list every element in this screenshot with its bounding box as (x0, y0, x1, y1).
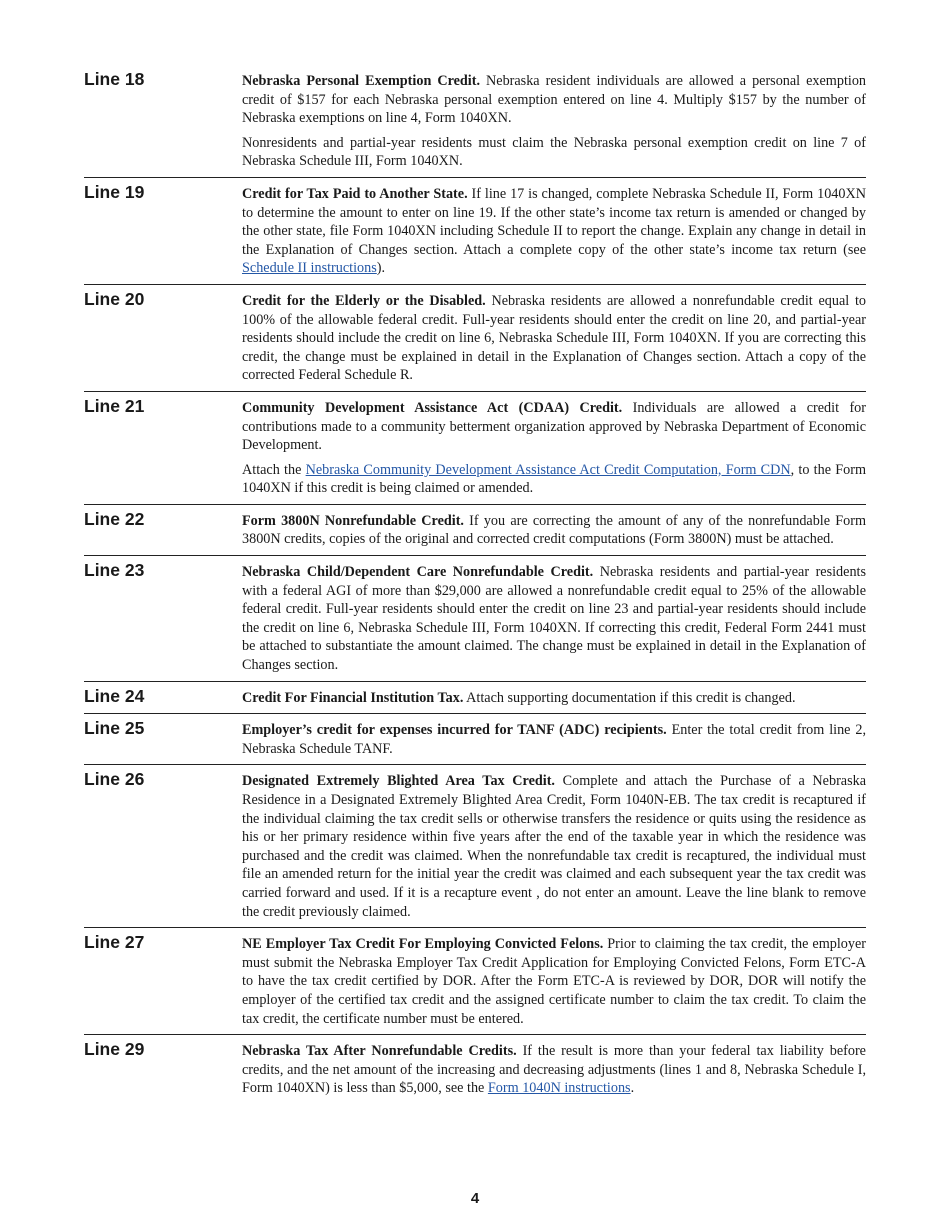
line-label: Line 24 (84, 685, 145, 706)
section-body (242, 292, 866, 385)
section-text: Enter the total credit from line 2, Nebraska Schedule TANF. (242, 722, 867, 757)
document-page (84, 68, 866, 1104)
section-paragraph: Nonresidents and partial-year residents must claim the Nebraska personal exemption credit on line 7 of Nebraska Schedule III, Form 1040XN. (242, 134, 866, 170)
section-line-26 (84, 764, 866, 927)
section-text: Nebraska residents and partial-year residents with a federal AGI of more than $29,000 are allowed a nonrefundable credit equal to 25% of the allowable federal credit. Full-year residents should enter the credit on line 23 and partial-year residents should include the credit on line 6, Nebraska Schedule III, Form 1040XN. If correcting this credit, Federal Form 2441 must be attached to substantiate the amount claimed. The change must be explained in detail in the Explanation of Changes section. (242, 564, 867, 674)
section-text-end: ). (376, 260, 386, 277)
section-title: Community Development Assistance Act (CDAA) Credit. (242, 399, 623, 416)
section-title: Nebraska Tax After Nonrefundable Credits. (242, 1043, 517, 1060)
section-title: Employer’s credit for expenses incurred for TANF (ADC) recipients. (242, 722, 667, 739)
section-text: Individuals are allowed a credit for contributions made to a community betterment organization approved by Nebraska Department of Economic Development. (242, 399, 866, 454)
line-label: Line 22 (84, 508, 145, 529)
section-body (242, 185, 866, 278)
section-body (242, 721, 866, 758)
section-line-25 (84, 713, 866, 764)
section-title: Credit for the Elderly or the Disabled. (242, 292, 486, 309)
page-number: 4 (470, 1190, 480, 1207)
form-1040n-instructions-link[interactable]: Form 1040N instructions (487, 1080, 631, 1097)
line-label: Line 29 (84, 1039, 145, 1060)
section-body (242, 1042, 866, 1098)
section-line-24 (84, 681, 866, 714)
section-title: Designated Extremely Blighted Area Tax Credit. (242, 773, 555, 790)
section-title: Form 3800N Nonrefundable Credit. (242, 512, 464, 529)
section-text: If the result is more than your federal tax liability before credits, and the net amount of the increasing and decreasing adjustments (lines 1 and 8, Nebraska Schedule I, Form 1040XN) is less than $5,000, see the (242, 1043, 866, 1097)
section-title: Credit For Financial Institution Tax. (242, 689, 464, 706)
form-cdn-link[interactable]: Nebraska Community Development Assistance Act Credit Computation, Form CDN (305, 461, 791, 478)
section-body (242, 72, 866, 171)
line-label: Line 20 (84, 288, 145, 309)
section-text-end: . (630, 1080, 635, 1097)
section-line-20 (84, 284, 866, 391)
section-text: If line 17 is changed, complete Nebraska Schedule II, Form 1040XN to determine the amount to enter on line 19. If the other state’s income tax return is amended or changed by the other state, file Form 1040XN including Schedule II to report the change. Explain any change in detail in the Explanation of Changes section. Attach a complete copy of the other state’s income tax return (see (242, 185, 866, 258)
section-title: Credit for Tax Paid to Another State. (242, 185, 468, 202)
section-text: Complete and attach the Purchase of a Nebraska Residence in a Designated Extremely Blighted Area Credit, Form 1040N-EB. The tax credit is recaptured if the individual claiming the tax credit sells or otherwise transfers the residence or quits using the residence as his or her primary residence within five years after the end of the taxable year in which the residence was purchased and the credit was claimed. When the nonrefundable tax credit is recaptured, the individual must file an amended return for the initial year the credit was claimed and each subsequent year the tax credit was carried forward and used. If it is a recapture event , do not enter an amount. Leave the line blank to remove the credit previously claimed. (242, 773, 867, 920)
section-title: Nebraska Child/Dependent Care Nonrefundable Credit. (242, 564, 594, 581)
section-text: Attach the (242, 461, 306, 478)
section-body (242, 689, 866, 708)
section-body (242, 512, 866, 549)
schedule-ii-instructions-link[interactable]: Schedule II instructions (242, 260, 377, 277)
section-body (242, 399, 866, 498)
section-text: If you are correcting the amount of any of the nonrefundable Form 3800N credits, copies of the original and corrected credit computations (Form 3800N) must be attached. (242, 512, 866, 548)
section-line-22 (84, 504, 866, 555)
section-body (242, 935, 866, 1028)
line-label: Line 25 (84, 718, 145, 739)
line-label: Line 19 (84, 181, 145, 202)
section-line-29 (84, 1034, 866, 1104)
section-text: Nebraska resident individuals are allowed a personal exemption credit of $157 for each Nebraska personal exemption entered on line 4. Multiply $157 by the number of Nebraska exemptions on line 4, Form 1040XN. (242, 73, 867, 127)
section-title: NE Employer Tax Credit For Employing Convicted Felons. (242, 936, 604, 953)
section-line-23 (84, 555, 866, 681)
section-text-end: , to the Form 1040XN if this credit is being claimed or amended. (242, 461, 866, 497)
section-text: Attach supporting documentation if this credit is changed. (463, 689, 796, 706)
section-body (242, 772, 866, 921)
section-line-18 (84, 68, 866, 177)
section-text: Prior to claiming the tax credit, the employer must submit the Nebraska Employer Tax Credit Application for Employing Convicted Felons, Form ETC-A to have the tax credit certified by DOR. After the Form ETC-A is reviewed by DOR, DOR will notify the employer of the certified tax credit and the assigned certificate number to claim the tax credit. To claim the tax credit, the certificate number must be entered. (242, 936, 866, 1027)
section-line-27 (84, 927, 866, 1034)
section-body (242, 563, 866, 675)
line-label: Line 18 (84, 69, 145, 89)
section-text: Nebraska residents are allowed a nonrefundable credit equal to 100% of the allowable federal credit. Full-year residents should enter the credit on line 20, and partial-year residents should include the credit on line 6, Nebraska Schedule III, Form 1040XN. If you are correcting this credit, the change must be explained in detail in the Explanation of Changes section. Attach a copy of the corrected Federal Schedule R. (242, 292, 866, 384)
section-title: Nebraska Personal Exemption Credit. (242, 73, 481, 89)
line-label: Line 23 (84, 560, 145, 581)
line-label: Line 21 (84, 395, 145, 416)
section-line-19 (84, 177, 866, 284)
line-label: Line 26 (84, 769, 145, 790)
section-line-21 (84, 391, 866, 504)
line-label: Line 27 (84, 932, 145, 953)
